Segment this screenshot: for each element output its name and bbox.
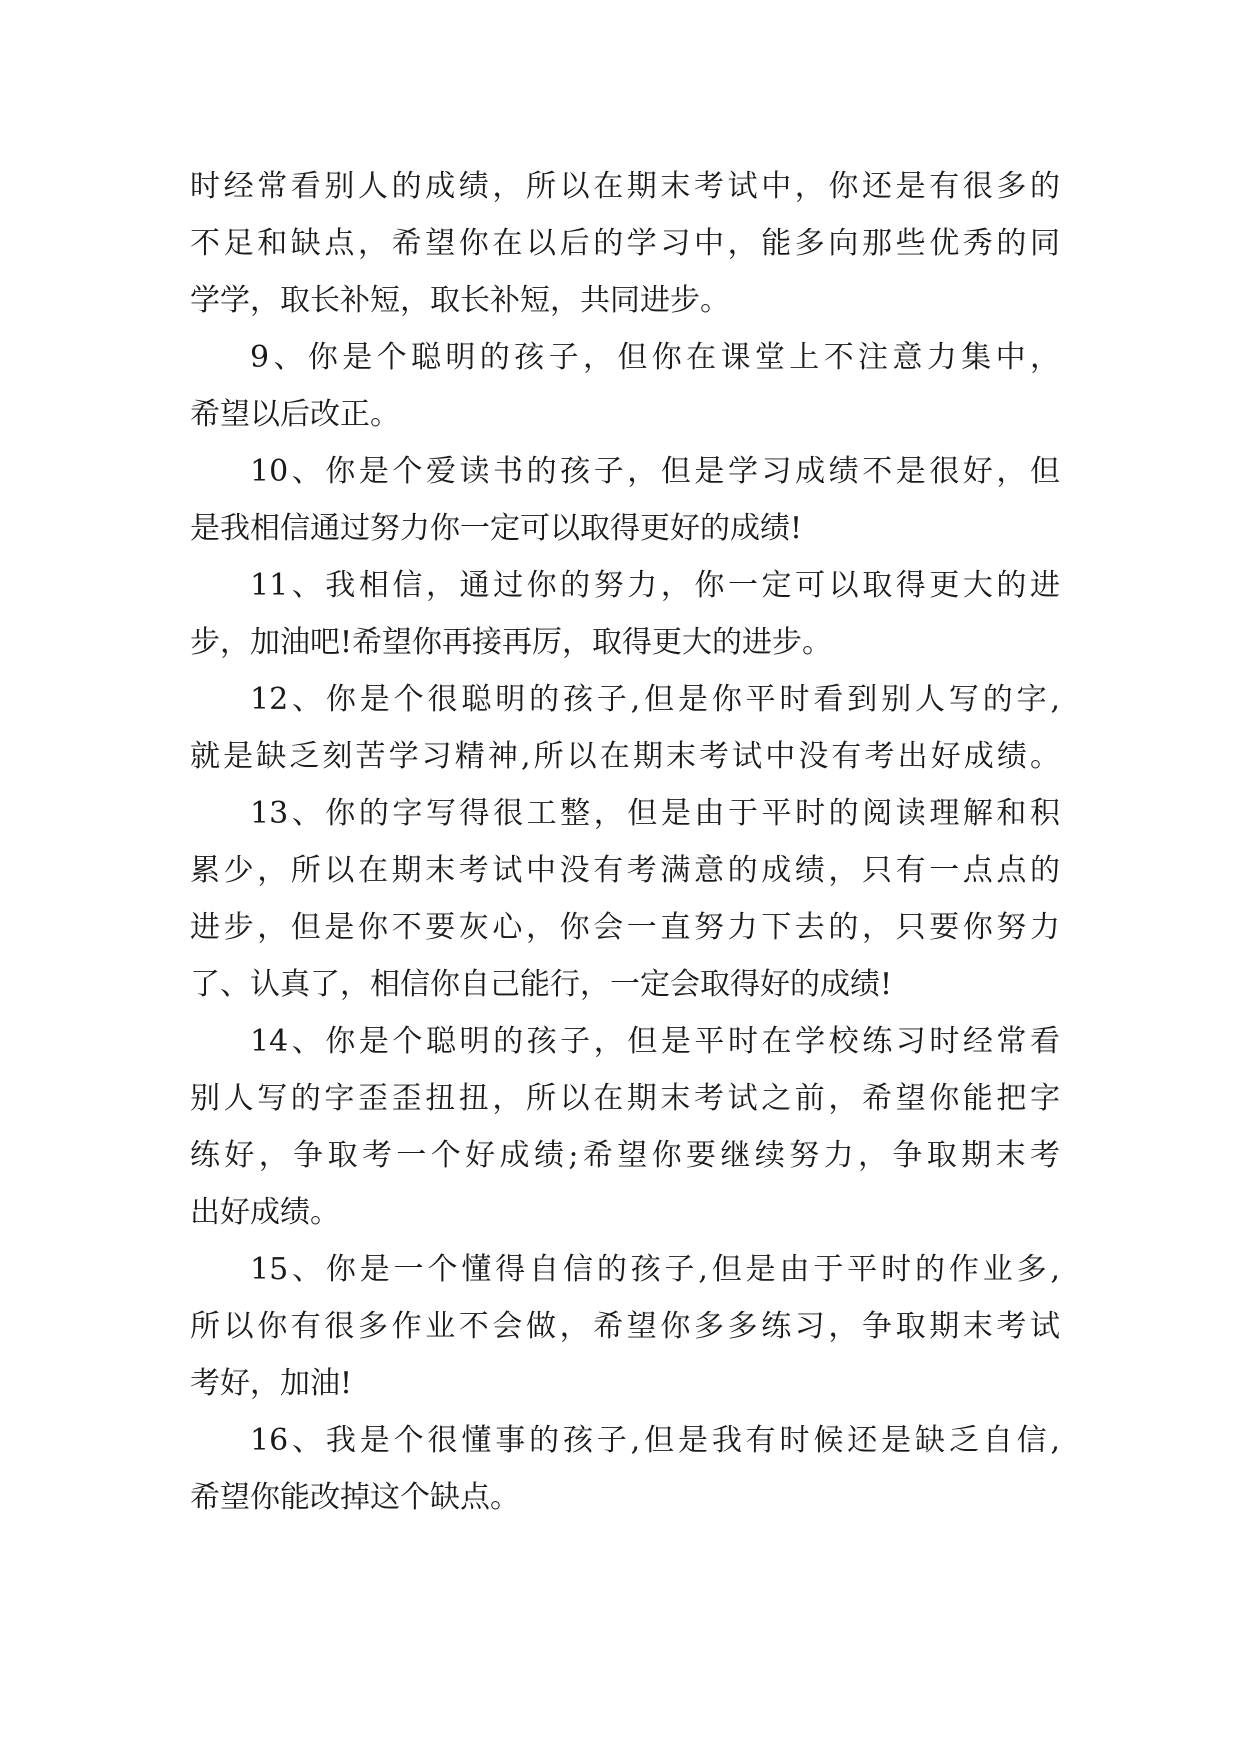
text-line: 出好成绩。	[190, 1195, 340, 1230]
text-line: 是我相信通过努力你一定可以取得更好的成绩!	[190, 511, 803, 546]
text-line: 12、你是个很聪明的孩子,但是你平时看到别人写的字,	[250, 682, 1060, 717]
paragraph-item-15	[190, 1241, 1060, 1412]
text-line: 9、你是个聪明的孩子，但你在课堂上不注意力集中，	[250, 340, 1060, 375]
text-line: 希望以后改正。	[190, 397, 400, 432]
paragraph-item-16	[190, 1412, 1060, 1526]
text-line: 进步，但是你不要灰心，你会一直努力下去的，只要你努力	[190, 910, 1060, 945]
text-line: 14、你是个聪明的孩子，但是平时在学校练习时经常看	[250, 1024, 1060, 1059]
paragraph-item-14	[190, 1013, 1060, 1241]
text-line: 累少，所以在期末考试中没有考满意的成绩，只有一点点的	[190, 853, 1060, 888]
paragraph-item-12	[190, 671, 1060, 785]
text-line: 练好，争取考一个好成绩;希望你要继续努力，争取期末考	[190, 1138, 1060, 1173]
text-line: 16、我是个很懂事的孩子,但是我有时候还是缺乏自信,	[250, 1423, 1060, 1458]
text-line: 希望你能改掉这个缺点。	[190, 1480, 520, 1515]
paragraph-continuation	[190, 158, 1060, 329]
text-line: 13、你的字写得很工整，但是由于平时的阅读理解和积	[250, 796, 1060, 831]
text-line: 考好，加油!	[190, 1366, 353, 1401]
text-line: 了、认真了，相信你自己能行，一定会取得好的成绩!	[190, 967, 893, 1002]
document-body	[190, 158, 1060, 1526]
text-line: 不足和缺点，希望你在以后的学习中，能多向那些优秀的同	[190, 226, 1060, 261]
text-line: 学学，取长补短，取长补短，共同进步。	[190, 283, 730, 318]
text-line: 所以你有很多作业不会做，希望你多多练习，争取期末考试	[190, 1309, 1060, 1344]
paragraph-item-9	[190, 329, 1060, 443]
text-line: 别人写的字歪歪扭扭，所以在期末考试之前，希望你能把字	[190, 1081, 1060, 1116]
text-line: 就是缺乏刻苦学习精神,所以在期末考试中没有考出好成绩。	[190, 739, 1060, 774]
text-line: 10、你是个爱读书的孩子，但是学习成绩不是很好，但	[250, 454, 1060, 489]
text-line: 步，加油吧!希望你再接再厉，取得更大的进步。	[190, 625, 833, 660]
paragraph-item-10	[190, 443, 1060, 557]
paragraph-item-11	[190, 557, 1060, 671]
text-line: 时经常看别人的成绩，所以在期末考试中，你还是有很多的	[190, 169, 1060, 204]
paragraph-item-13	[190, 785, 1060, 1013]
text-line: 11、我相信，通过你的努力，你一定可以取得更大的进	[250, 568, 1060, 603]
text-line: 15、你是一个懂得自信的孩子,但是由于平时的作业多,	[250, 1252, 1060, 1287]
